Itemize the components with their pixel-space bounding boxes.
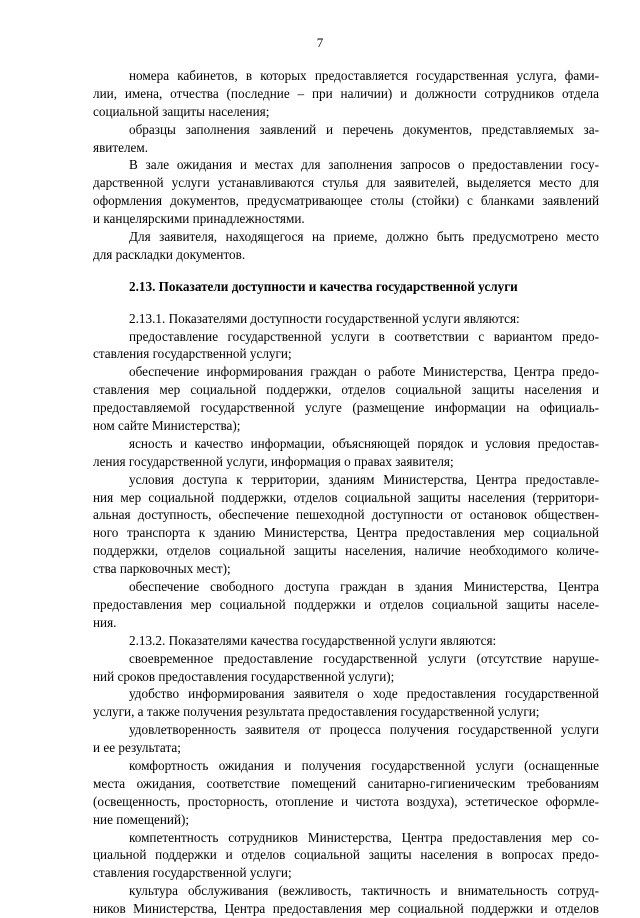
text-line: удобство информирования заявителя о ходе предоставления государственной xyxy=(129,686,599,702)
section-heading: 2.13. Показатели доступности и качества государственной услуги xyxy=(129,278,518,294)
text-line: дарственной услуги устанавливаются стулья для заявителей, выделяется место для xyxy=(93,175,599,191)
page-number: 7 xyxy=(316,35,324,50)
text-line: ства парковочных мест); xyxy=(93,561,231,577)
text-line: ставления мер социальной поддержки, отделов социальной защиты населения и xyxy=(93,382,599,398)
text-line: оформления документов, предусматривающее столы (стойки) с бланками заявлений xyxy=(93,193,599,209)
text-line: 2.13.1. Показателями доступности государственной услуги являются: xyxy=(129,310,520,326)
text-line: социальной защиты населения; xyxy=(93,103,270,119)
text-line: услуги, а также получения результата предоставления государственной услуги; xyxy=(93,704,540,720)
paragraphs-quality-indicators xyxy=(93,310,599,918)
text-line: ного транспорта к зданию Министерства, Центра предоставления мер социальной xyxy=(93,525,599,541)
text-line: Для заявителя, находящегося на приеме, должно быть предусмотрено место xyxy=(129,229,599,245)
text-line: ние помещений); xyxy=(93,811,190,827)
text-line: ставления государственной услуги; xyxy=(93,346,292,362)
text-line: 2.13.2. Показателями качества государственной услуги являются: xyxy=(129,632,497,648)
text-line: обеспечение информирования граждан о работе Министерства, Центра предо- xyxy=(129,364,599,380)
text-line: предоставление государственной услуги в соответствии с вариантом предо- xyxy=(129,328,599,344)
text-line: компетентность сотрудников Министерства, Центра предоставления мер со- xyxy=(129,829,599,845)
paragraphs-waiting-area xyxy=(93,67,599,264)
text-line: ний сроков предоставления государственной услуги); xyxy=(93,668,395,684)
text-line: (освещенность, просторность, отопление и чистота воздуха), эстетическое оформле- xyxy=(93,793,599,809)
text-line: и ее результата; xyxy=(93,740,181,756)
spacer xyxy=(93,264,599,278)
text-line: ясность и качество информации, объясняющей порядок и условия предостав- xyxy=(129,435,599,451)
text-line: циальной поддержки и отделов социальной защиты населения в вопросах предо- xyxy=(93,847,599,863)
text-line: образцы заполнения заявлений и перечень документов, представляемых за- xyxy=(129,121,599,137)
text-line: явителем. xyxy=(93,139,149,155)
text-line: ставления государственной услуги; xyxy=(93,865,292,881)
text-line: условия доступа к территории, зданиям Министерства, Центра предоставле- xyxy=(129,471,599,487)
text-line: предоставления мер социальной поддержки и отделов социальной защиты населе- xyxy=(93,596,599,612)
text-line: ления государственной услуги, информация о правах заявителя; xyxy=(93,453,454,469)
text-line: культура обслуживания (вежливость, тактичность и внимательность сотруд- xyxy=(129,883,599,899)
text-line: предоставляемой государственной услуге (размещение информации на официаль- xyxy=(93,400,599,416)
text-line: места ожидания, соответствие помещений санитарно-гигиеническим требованиям xyxy=(93,775,599,791)
text-line: обеспечение свободного доступа граждан в здания Министерства, Центра xyxy=(129,579,599,595)
text-line: поддержки, отделов социальной защиты населения, наличие необходимого количе- xyxy=(93,543,599,559)
text-line: ния мер социальной поддержки, отделов социальной защиты населения (территори- xyxy=(93,489,599,505)
text-line: для раскладки документов. xyxy=(93,246,246,262)
text-line: ном сайте Министерства); xyxy=(93,418,241,434)
text-line: ников Министерства, Центра предоставления мер социальной поддержки и отделов xyxy=(93,901,599,917)
text-line: В зале ожидания и местах для заполнения запросов о предоставлении госу- xyxy=(129,157,599,173)
text-line: лии, имена, отчества (последние – при наличии) и должности сотрудников отдела xyxy=(93,85,599,101)
spacer xyxy=(93,296,599,310)
text-line: и канцелярскими принадлежностями. xyxy=(93,211,305,227)
text-line: комфортность ожидания и получения государственной услуги (оснащенные xyxy=(129,757,599,773)
document-body xyxy=(93,67,599,918)
text-line: ния. xyxy=(93,614,117,630)
text-line: удовлетворенность заявителя от процесса получения государственной услуги xyxy=(129,722,599,738)
text-line: своевременное предоставление государственной услуги (отсутствие наруше- xyxy=(129,650,599,666)
text-line: номера кабинетов, в которых предоставляется государственная услуга, фами- xyxy=(129,68,599,83)
text-line: альная доступность, обеспечение пешеходной доступности от остановок обществен- xyxy=(93,507,599,523)
